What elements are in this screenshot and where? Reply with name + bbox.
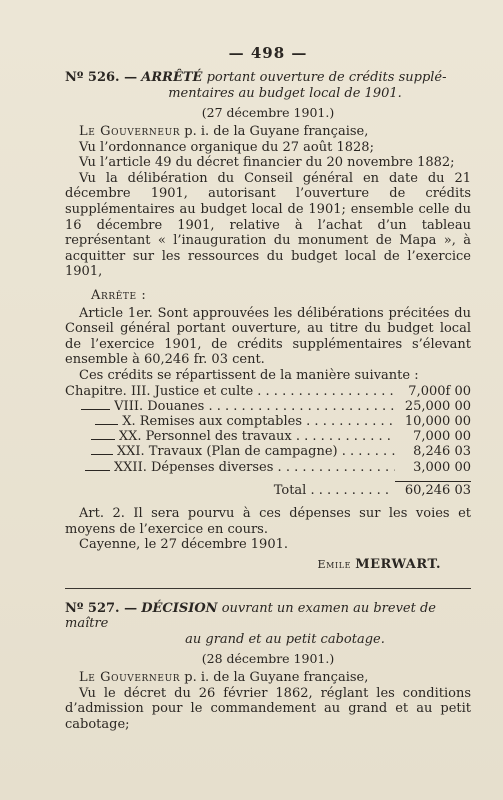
decree-number: Nº 526. — [65, 70, 138, 85]
place-date: Cayenne, le 27 décembre 1901. [79, 537, 288, 553]
ditto-rule [91, 439, 115, 440]
budget-row [65, 460, 471, 475]
budget-row-label: Chapitre. III. Justice et culte . . . [65, 384, 395, 399]
decree-date: (27 décembre 1901.) [201, 105, 335, 120]
budget-row-label: XXI. Travaux (Plan de campagne) . . . [117, 444, 395, 459]
page-number: — 498 — [228, 44, 308, 62]
ditto-rule [85, 470, 110, 471]
decision-title [65, 601, 471, 632]
considerant-3: Vu la délibération du Conseil général en date du 21 décembre 1901, autorisant l’ouverture de crédits supplémentaires au budget local de 1901; ensemble celle du 16 décembre 1901, relative à l’achat d’un tableau représentant « l’inauguration du monument de Mapa », à acquitter sur les ressources du budget local de l’exercice 1901, [65, 170, 471, 280]
decree-title-line2: mentaires au budget local de 1901. [168, 85, 402, 101]
decision-number: Nº 527. — [65, 600, 138, 616]
budget-row-amount: 3,000 00 [413, 459, 471, 475]
authority-title: Le Gouverneur [79, 670, 181, 686]
budget-row-amount: 8,246 03 [413, 444, 471, 460]
ditto-rule [81, 409, 110, 410]
budget-table [65, 384, 471, 498]
arrete-heading [65, 288, 471, 304]
budget-row-amount: 7,000 00 [413, 429, 471, 445]
decision-title-line2: au grand et au petit cabotage. [185, 631, 385, 647]
signature-first: Emile [317, 557, 352, 571]
budget-row [65, 429, 471, 444]
budget-row-amount: 25,000 00 [404, 398, 471, 414]
decision-date: (28 décembre 1901.) [201, 651, 335, 667]
authority-text: p. i. de la Guyane française, [184, 670, 369, 686]
article-2: Art. 2. Il sera pourvu à ces dépenses sur les voies et moyens de l’exercice en cours. [65, 505, 471, 537]
signature [65, 557, 441, 572]
total-amount: 60,246 03 [395, 481, 471, 498]
decree-title [65, 70, 471, 86]
budget-total [65, 481, 471, 498]
budget-row-label: XXII. Dépenses diverses . . . [114, 460, 395, 475]
ditto-rule [91, 454, 113, 455]
section-divider [65, 588, 471, 589]
decree-title-text: portant ouverture de crédits supplé- [206, 70, 447, 85]
budget-row-label: X. Remises aux comptables . . . [122, 414, 395, 429]
decision-authority [65, 670, 471, 686]
authority-text: p. i. de la Guyane française, [184, 124, 369, 139]
decision-considerant: Vu le décret du 26 février 1862, réglant les conditions d’admission pour le commandement au grand et au petit cabotage; [65, 685, 471, 732]
budget-row-amount: 10,000 00 [404, 413, 471, 429]
arrete-label: Arrête : [91, 287, 147, 303]
ditto-rule [95, 424, 118, 425]
article-1: Article 1er. Sont approuvées les délibérations précitées du Conseil général portant ouverture, au titre du budget local de l’exercice 1901, de crédits supplémentaires s’élevant ensemble à 60,246 fr. 03 cent. [65, 305, 471, 368]
repartition-intro: Ces crédits se répartissent de la manière suivante : [79, 367, 419, 383]
authority-title: Le Gouverneur [79, 124, 181, 139]
signature-last: MERWART. [355, 556, 441, 572]
budget-row [65, 444, 471, 459]
decree-type: ARRÊTÉ [141, 70, 203, 85]
budget-row [65, 384, 471, 399]
budget-row-amount: 7,000f 00 [408, 383, 471, 399]
decision-title-text: ouvrant un examen au brevet de maître [65, 600, 436, 632]
total-label: Total . . . [274, 483, 395, 498]
decree-authority [65, 124, 471, 140]
budget-row [65, 399, 471, 414]
budget-row [65, 414, 471, 429]
decision-type: DÉCISION [141, 600, 218, 616]
considerant-1: Vu l’ordonnance organique du 27 août 1828; [79, 139, 374, 155]
budget-row-label: VIII. Douanes . . . [114, 399, 395, 414]
budget-row-label: XX. Personnel des travaux . . . [119, 429, 395, 444]
considerant-2: Vu l’article 49 du décret financier du 20 novembre 1882; [79, 155, 455, 171]
